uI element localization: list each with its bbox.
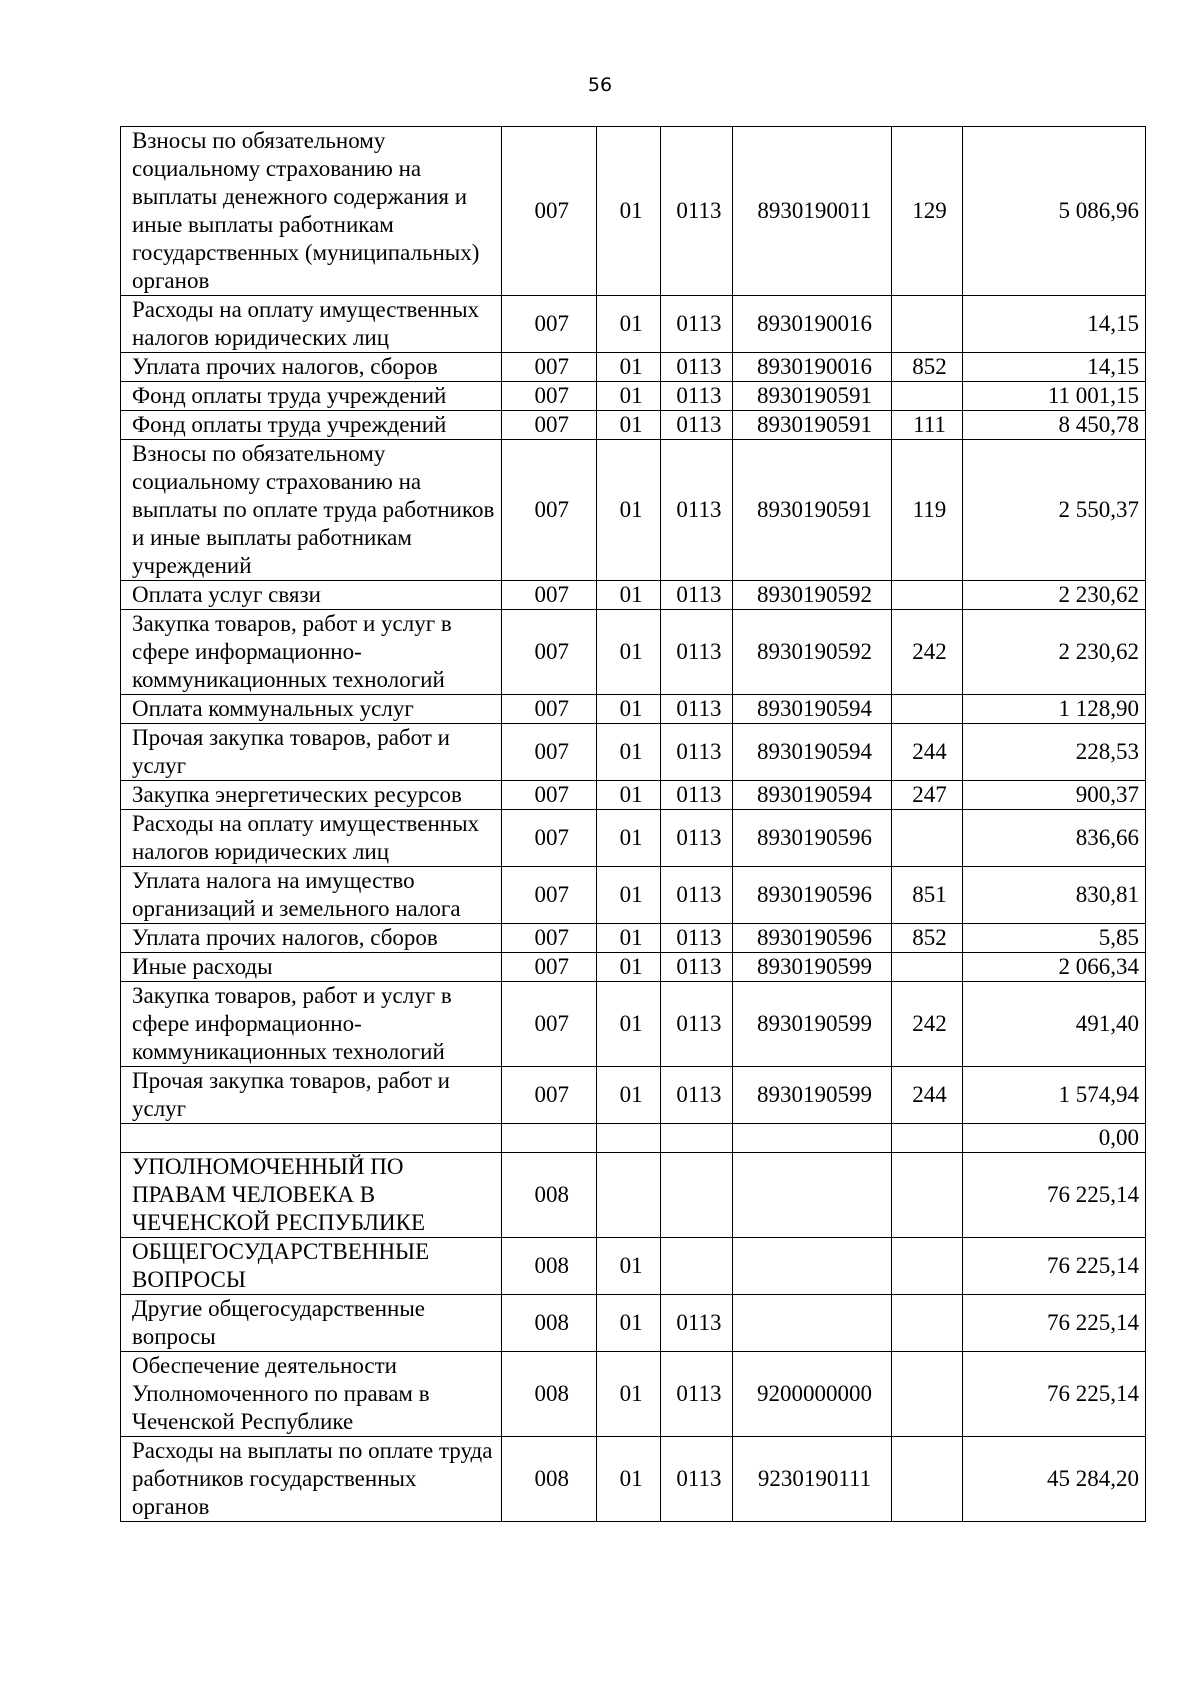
- table-row: [121, 982, 1146, 1067]
- amount-cell: 1 574,94: [963, 1067, 1146, 1124]
- amount-cell: 76 225,14: [963, 1153, 1146, 1238]
- amount-cell: 5 086,96: [963, 127, 1146, 296]
- section-code-cell: 01: [597, 724, 661, 781]
- expense-name-cell: Фонд оплаты труда учреждений: [121, 411, 502, 440]
- amount-cell: 76 225,14: [963, 1352, 1146, 1437]
- expense-name-cell: Расходы на выплаты по оплате труда работников государственных органов: [121, 1437, 502, 1522]
- target-article-code-cell: 8930190594: [733, 781, 892, 810]
- expense-name-cell: Оплата услуг связи: [121, 581, 502, 610]
- expense-name-cell: УПОЛНОМОЧЕННЫЙ ПО ПРАВАМ ЧЕЛОВЕКА В ЧЕЧЕНСКОЙ РЕСПУБЛИКЕ: [121, 1153, 502, 1238]
- amount-cell: 76 225,14: [963, 1238, 1146, 1295]
- target-article-code-cell: [733, 1295, 892, 1352]
- ministry-code-cell: 008: [502, 1352, 597, 1437]
- section-code-cell: 01: [597, 1437, 661, 1522]
- page-number: 56: [587, 74, 613, 96]
- expense-type-code-cell: [891, 1124, 962, 1153]
- target-article-code-cell: 8930190599: [733, 1067, 892, 1124]
- section-code-cell: 01: [597, 581, 661, 610]
- amount-cell: 2 066,34: [963, 953, 1146, 982]
- expense-name-cell: Расходы на оплату имущественных налогов юридических лиц: [121, 296, 502, 353]
- expense-name-cell: Уплата прочих налогов, сборов: [121, 353, 502, 382]
- ministry-code-cell: 007: [502, 982, 597, 1067]
- target-article-code-cell: [733, 1238, 892, 1295]
- amount-cell: 14,15: [963, 296, 1146, 353]
- section-code-cell: 01: [597, 353, 661, 382]
- target-article-code-cell: 8930190591: [733, 382, 892, 411]
- expense-name-cell: Взносы по обязательному социальному страхованию на выплаты денежного содержания и иные выплаты работникам государственных (муниципальных) органов: [121, 127, 502, 296]
- subsection-code-cell: [660, 1153, 732, 1238]
- target-article-code-cell: 8930190592: [733, 581, 892, 610]
- amount-cell: 228,53: [963, 724, 1146, 781]
- section-code-cell: 01: [597, 296, 661, 353]
- ministry-code-cell: 008: [502, 1153, 597, 1238]
- amount-cell: 2 230,62: [963, 581, 1146, 610]
- subsection-code-cell: 0113: [660, 953, 732, 982]
- section-code-cell: 01: [597, 127, 661, 296]
- expense-name-cell: Закупка энергетических ресурсов: [121, 781, 502, 810]
- target-article-code-cell: [733, 1153, 892, 1238]
- amount-cell: 5,85: [963, 924, 1146, 953]
- ministry-code-cell: 007: [502, 724, 597, 781]
- section-code-cell: 01: [597, 1352, 661, 1437]
- amount-cell: 45 284,20: [963, 1437, 1146, 1522]
- expense-type-code-cell: [891, 382, 962, 411]
- amount-cell: 830,81: [963, 867, 1146, 924]
- section-code-cell: 01: [597, 382, 661, 411]
- ministry-code-cell: 008: [502, 1437, 597, 1522]
- table-row: [121, 353, 1146, 382]
- section-code-cell: 01: [597, 1295, 661, 1352]
- table-row: [121, 724, 1146, 781]
- expense-type-code-cell: [891, 695, 962, 724]
- ministry-code-cell: 007: [502, 411, 597, 440]
- subsection-code-cell: 0113: [660, 867, 732, 924]
- ministry-code-cell: 007: [502, 953, 597, 982]
- expense-type-code-cell: [891, 581, 962, 610]
- table-row: [121, 695, 1146, 724]
- subsection-code-cell: [660, 1124, 732, 1153]
- ministry-code-cell: 007: [502, 781, 597, 810]
- amount-cell: 491,40: [963, 982, 1146, 1067]
- target-article-code-cell: 8930190594: [733, 724, 892, 781]
- subsection-code-cell: 0113: [660, 1352, 732, 1437]
- ministry-code-cell: 008: [502, 1238, 597, 1295]
- ministry-code-cell: 007: [502, 382, 597, 411]
- subsection-code-cell: 0113: [660, 581, 732, 610]
- table-row: [121, 924, 1146, 953]
- table-row: [121, 1295, 1146, 1352]
- expense-name-cell: Уплата прочих налогов, сборов: [121, 924, 502, 953]
- table-row: [121, 1153, 1146, 1238]
- section-code-cell: 01: [597, 810, 661, 867]
- expense-type-code-cell: 119: [891, 440, 962, 581]
- section-code-cell: 01: [597, 610, 661, 695]
- target-article-code-cell: 8930190596: [733, 924, 892, 953]
- section-code-cell: 01: [597, 982, 661, 1067]
- subsection-code-cell: 0113: [660, 353, 732, 382]
- expense-type-code-cell: [891, 1153, 962, 1238]
- table-row: [121, 296, 1146, 353]
- subsection-code-cell: 0113: [660, 695, 732, 724]
- table-row: [121, 867, 1146, 924]
- table-row: [121, 1124, 1146, 1153]
- subsection-code-cell: 0113: [660, 127, 732, 296]
- expense-name-cell: Иные расходы: [121, 953, 502, 982]
- target-article-code-cell: 8930190594: [733, 695, 892, 724]
- subsection-code-cell: 0113: [660, 982, 732, 1067]
- table-row: [121, 440, 1146, 581]
- table-row: [121, 781, 1146, 810]
- table-row: [121, 1352, 1146, 1437]
- amount-cell: 11 001,15: [963, 382, 1146, 411]
- ministry-code-cell: [502, 1124, 597, 1153]
- expense-type-code-cell: 129: [891, 127, 962, 296]
- subsection-code-cell: 0113: [660, 1295, 732, 1352]
- expense-name-cell: Прочая закупка товаров, работ и услуг: [121, 1067, 502, 1124]
- expense-name-cell: Расходы на оплату имущественных налогов юридических лиц: [121, 810, 502, 867]
- target-article-code-cell: 8930190596: [733, 810, 892, 867]
- amount-cell: 14,15: [963, 353, 1146, 382]
- ministry-code-cell: 007: [502, 867, 597, 924]
- target-article-code-cell: 8930190599: [733, 982, 892, 1067]
- table-row: [121, 810, 1146, 867]
- subsection-code-cell: 0113: [660, 781, 732, 810]
- ministry-code-cell: 007: [502, 581, 597, 610]
- amount-cell: 836,66: [963, 810, 1146, 867]
- target-article-code-cell: 8930190599: [733, 953, 892, 982]
- amount-cell: 1 128,90: [963, 695, 1146, 724]
- expense-name-cell: [121, 1124, 502, 1153]
- subsection-code-cell: 0113: [660, 296, 732, 353]
- expense-name-cell: Оплата коммунальных услуг: [121, 695, 502, 724]
- ministry-code-cell: 007: [502, 440, 597, 581]
- amount-cell: 76 225,14: [963, 1295, 1146, 1352]
- section-code-cell: 01: [597, 924, 661, 953]
- expense-type-code-cell: 244: [891, 1067, 962, 1124]
- target-article-code-cell: [733, 1124, 892, 1153]
- expense-type-code-cell: [891, 953, 962, 982]
- target-article-code-cell: 8930190592: [733, 610, 892, 695]
- table-row: [121, 127, 1146, 296]
- target-article-code-cell: 8930190016: [733, 353, 892, 382]
- section-code-cell: 01: [597, 695, 661, 724]
- amount-cell: 2 550,37: [963, 440, 1146, 581]
- expense-name-cell: Обеспечение деятельности Уполномоченного по правам в Чеченской Республике: [121, 1352, 502, 1437]
- target-article-code-cell: 8930190591: [733, 440, 892, 581]
- section-code-cell: 01: [597, 411, 661, 440]
- expense-type-code-cell: 242: [891, 982, 962, 1067]
- table-row: [121, 382, 1146, 411]
- subsection-code-cell: [660, 1238, 732, 1295]
- ministry-code-cell: 007: [502, 610, 597, 695]
- ministry-code-cell: 008: [502, 1295, 597, 1352]
- expense-type-code-cell: 852: [891, 924, 962, 953]
- subsection-code-cell: 0113: [660, 724, 732, 781]
- section-code-cell: [597, 1153, 661, 1238]
- expense-type-code-cell: [891, 296, 962, 353]
- subsection-code-cell: 0113: [660, 1437, 732, 1522]
- table-row: [121, 1238, 1146, 1295]
- expense-name-cell: Взносы по обязательному социальному страхованию на выплаты по оплате труда работников и иные выплаты работникам учреждений: [121, 440, 502, 581]
- ministry-code-cell: 007: [502, 924, 597, 953]
- expense-type-code-cell: 111: [891, 411, 962, 440]
- expense-type-code-cell: [891, 1295, 962, 1352]
- section-code-cell: 01: [597, 1238, 661, 1295]
- subsection-code-cell: 0113: [660, 610, 732, 695]
- target-article-code-cell: 8930190596: [733, 867, 892, 924]
- section-code-cell: 01: [597, 953, 661, 982]
- subsection-code-cell: 0113: [660, 924, 732, 953]
- expense-name-cell: ОБЩЕГОСУДАРСТВЕННЫЕ ВОПРОСЫ: [121, 1238, 502, 1295]
- expense-name-cell: Другие общегосударственные вопросы: [121, 1295, 502, 1352]
- expense-type-code-cell: 852: [891, 353, 962, 382]
- expense-type-code-cell: [891, 1238, 962, 1295]
- ministry-code-cell: 007: [502, 695, 597, 724]
- table-row: [121, 953, 1146, 982]
- subsection-code-cell: 0113: [660, 810, 732, 867]
- section-code-cell: 01: [597, 1067, 661, 1124]
- expense-type-code-cell: [891, 1352, 962, 1437]
- expense-type-code-cell: 851: [891, 867, 962, 924]
- table-row: [121, 581, 1146, 610]
- amount-cell: 900,37: [963, 781, 1146, 810]
- section-code-cell: [597, 1124, 661, 1153]
- expense-name-cell: Прочая закупка товаров, работ и услуг: [121, 724, 502, 781]
- expense-name-cell: Уплата налога на имущество организаций и земельного налога: [121, 867, 502, 924]
- ministry-code-cell: 007: [502, 296, 597, 353]
- expense-type-code-cell: [891, 810, 962, 867]
- ministry-code-cell: 007: [502, 810, 597, 867]
- section-code-cell: 01: [597, 867, 661, 924]
- target-article-code-cell: 9230190111: [733, 1437, 892, 1522]
- expense-name-cell: Закупка товаров, работ и услуг в сфере информационно-коммуникационных технологий: [121, 982, 502, 1067]
- section-code-cell: 01: [597, 781, 661, 810]
- target-article-code-cell: 8930190011: [733, 127, 892, 296]
- expense-name-cell: Фонд оплаты труда учреждений: [121, 382, 502, 411]
- expense-type-code-cell: [891, 1437, 962, 1522]
- target-article-code-cell: 8930190591: [733, 411, 892, 440]
- section-code-cell: 01: [597, 440, 661, 581]
- expense-type-code-cell: 247: [891, 781, 962, 810]
- ministry-code-cell: 007: [502, 1067, 597, 1124]
- amount-cell: 0,00: [963, 1124, 1146, 1153]
- table-row: [121, 411, 1146, 440]
- target-article-code-cell: 8930190016: [733, 296, 892, 353]
- table-body: [121, 127, 1146, 1522]
- subsection-code-cell: 0113: [660, 382, 732, 411]
- expense-type-code-cell: 244: [891, 724, 962, 781]
- amount-cell: 2 230,62: [963, 610, 1146, 695]
- ministry-code-cell: 007: [502, 353, 597, 382]
- budget-table: [120, 126, 1146, 1522]
- subsection-code-cell: 0113: [660, 440, 732, 581]
- amount-cell: 8 450,78: [963, 411, 1146, 440]
- expense-name-cell: Закупка товаров, работ и услуг в сфере информационно-коммуникационных технологий: [121, 610, 502, 695]
- subsection-code-cell: 0113: [660, 1067, 732, 1124]
- table-row: [121, 1437, 1146, 1522]
- ministry-code-cell: 007: [502, 127, 597, 296]
- expense-type-code-cell: 242: [891, 610, 962, 695]
- table-row: [121, 610, 1146, 695]
- target-article-code-cell: 9200000000: [733, 1352, 892, 1437]
- subsection-code-cell: 0113: [660, 411, 732, 440]
- table-row: [121, 1067, 1146, 1124]
